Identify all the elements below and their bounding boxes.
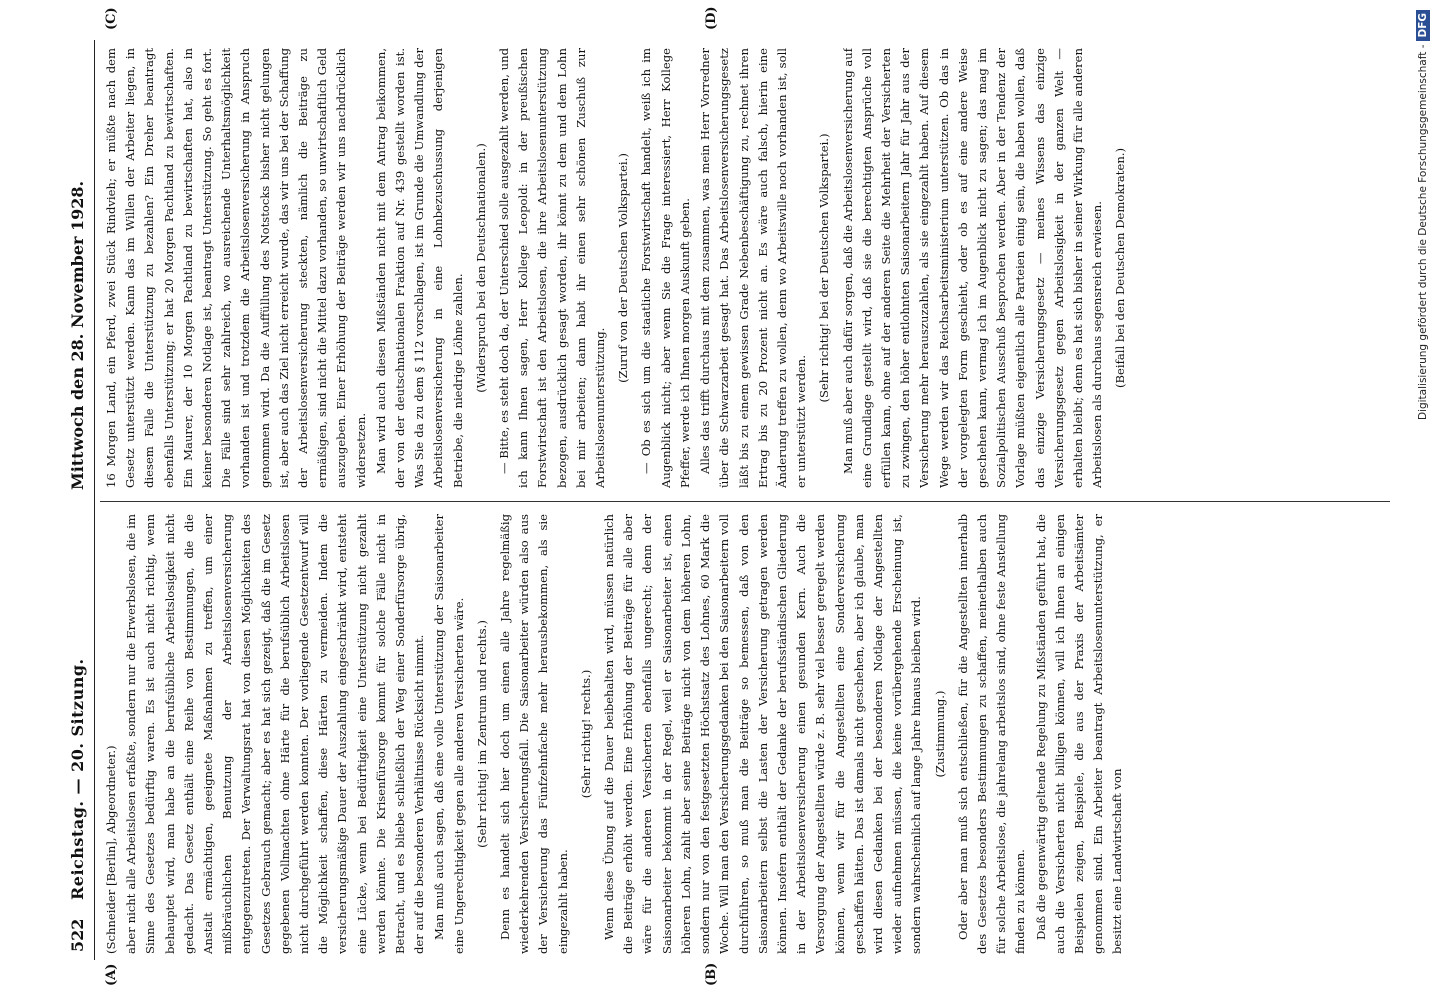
interjection: (Widerspruch bei den Deutschnationalen.) bbox=[473, 143, 488, 393]
paragraph: Alles das trifft durchaus mit dem zusammen, was mein Herr Vorredner über die Schwarzarbeit gesagt hat. Das Arbeitslosenversicherungsgesetz läßt bis zu einem gewissen Grade Nebenbeschäftigung zu, rechnet ihren Ertrag bis zu 20 Prozent nicht an. Es wäre auch falsch, hierin eine Änderung treffen zu wollen, denn wo Arbeitswille noch vorhanden ist, soll er unterstützt werden. bbox=[698, 48, 809, 488]
header-rule bbox=[94, 40, 95, 960]
paragraph: Daß die gegenwärtig geltende Regelung zu Mißständen geführt hat, die auch die Versicherten nicht billigen können, will ich Ihnen an einigen Beispielen zeigen, Beispiele, die aus der Praxis der Arbeitsämter genommen sind. Ein Arbeiter beantragt Arbeitslosenunterstützung, er besitzt eine Landwirtschaft von bbox=[1033, 514, 1125, 954]
paragraph: 16 Morgen Land, ein Pferd, zwei Stück Rindvieh; er müßte nach dem Gesetz unterstützt werden. Kann das im Willen der Arbeiter liegen, in diesem Falle die Unterstützung zu bezahlen? Ein Dreher beantragt ebenfalls Unterstützung; er hat 20 Morgen Pachtland zu bewirtschaften. Ein Maurer, der 10 Morgen Pachtland zu bewirtschaften hat, also in keiner besonderen Notlage ist, beantragt Unterstützung. So geht es fort. Die Fälle sind sehr zahlreich, wo ausreichende Unterhaltsmöglichkeit vorhanden ist und trotzdem die Arbeitslosenversicherung in Anspruch genommen wird. Da die Auffüllung des Notstocks bisher nicht gelungen ist, aber auch das Ziel nicht erreicht wurde, das wir uns bei der Schaffung der Arbeitslosenversicherung steckten, nämlich die Beiträge zu ermäßigen, sind nicht die Mittel dazu vorhanden, so unwirtschaftlich Geld auszugeben. Einer Erhöhung der Beiträge werden wir uns nachdrücklich widersetzen. bbox=[104, 48, 368, 488]
paragraph: — Ob es sich um die staatliche Forstwirtschaft handelt, weiß ich im Augenblick nicht; aber wenn Sie die Frage interessiert, Herr Kollege Pfeffer, werde ich Ihnen morgen Auskunft geben. bbox=[639, 48, 692, 488]
column-divider bbox=[100, 501, 1390, 502]
credit-text: Digitalisierung gefördert durch die Deutsche Forschungsgemeinschaft - bbox=[1417, 44, 1429, 421]
session-title: Reichstag. — 20. Sitzung. bbox=[68, 658, 87, 900]
interjection: (Beifall bei den Deutschen Demokraten.) bbox=[1113, 147, 1128, 389]
page-number: 522 bbox=[68, 918, 87, 952]
paragraph: Man muß aber auch dafür sorgen, daß die Arbeitslosenversicherung auf eine Grundlage gestellt wird, daß sie die berechtigten Ansprüche voll erfüllen kann, ohne auf der anderen Seite die Mehrheit der Versicherten zu zwingen, den höher entlohnten Saisonarbeitern Jahr für Jahr aus der Versicherung mehr herauszuzahlen, als sie eingezahlt haben. Auf diesem Wege werden wir das Reichsarbeitsministerium unterstützen. Ob das in der vorgelegten Form geschieht, oder ob es auf eine andere Weise geschehen kann, vermag ich im Augenblick nicht zu sagen; das mag im Sozialpolitischen Ausschuß besprochen werden. Aber in der Tendenz der Vorlage müßten eigentlich alle Parteien einig sein, die haben wollen, daß das einzige Versicherungsgesetz — meines Wissens das einzige Versicherungsgesetz gegen Arbeitslosigkeit in der ganzen Welt — erhalten bleibt; denn es hat sich bisher in seiner Wirkung für alle anderen Arbeitslosen als durchaus segensreich erwiesen. bbox=[840, 48, 1105, 488]
paragraph: Man muß auch sagen, daß eine volle Unterstützung der Saisonarbeiter eine Ungerechtigkeit gegen alle anderen Versicherten wäre. bbox=[432, 514, 466, 954]
digitization-credit-text bbox=[1414, 10, 1432, 970]
document-page bbox=[64, 6, 1394, 986]
paragraph: Oder aber man muß sich entschließen, für die Angestellten innerhalb des Gesetzes besonders Bestimmungen zu schaffen, meinethalben auch für solche Arbeitslose, die jahrelang arbeitslos sind, ohne feste Anstellung finden zu können. bbox=[955, 514, 1028, 954]
margin-marker-c: (C) bbox=[104, 7, 119, 30]
digitization-credit bbox=[1414, 10, 1432, 970]
interjection: (Sehr richtig! bei der Deutschen Volkspartei.) bbox=[817, 133, 832, 403]
speaker-line: (Schneider [Berlin], Abgeordneter.) bbox=[104, 745, 118, 954]
margin-marker-a: (A) bbox=[104, 963, 119, 986]
page-header bbox=[64, 40, 96, 960]
margin-marker-b: (B) bbox=[704, 962, 719, 986]
paragraph: aber nicht alle Arbeitslosen erfaßte, sondern nur die Erwerbslosen, die im Sinne des Gesetzes bedürftig waren. Es ist auch nicht richtig, wenn behauptet wird, man habe an die berufsübliche Arbeitslosigkeit nicht gedacht. Das Gesetz enthält eine Reihe von Bestimmungen, die die Anstalt ermächtigen, geeignete Maßnahmen zu treffen, um einer mißbräuchlichen Benutzung der Arbeitslosenversicherung entgegenzutreten. Der Verwaltungsrat hat von diesen Möglichkeiten des Gesetzes Gebrauch gemacht; aber es hat sich gezeigt, daß die im Gesetz gegebenen Vollmachten ohne Härte für die berufsüblich Arbeitslosen nicht durchgeführt werden konnten. Der vorliegende Gesetzentwurf will die Möglichkeit schaffen, diese Härten zu vermeiden. Indem die versicherungsmäßige Dauer der Auszahlung eingeschränkt wird, entsteht eine Lücke, wenn bei Bedürftigkeit eine Unterstützung nicht gezahlt werden könnte. Die Krisenfürsorge kommt für solche Fälle nicht in Betracht, und es bliebe schließlich der Weg einer Sonderfürsorge übrig, der auf die besonderen Verhältnisse Rücksicht nimmt. bbox=[124, 514, 427, 954]
left-column bbox=[102, 514, 1387, 954]
interjection: (Zustimmung.) bbox=[932, 690, 947, 778]
right-column bbox=[102, 48, 1387, 488]
interjection: (Sehr richtig! im Zentrum und rechts.) bbox=[474, 620, 489, 848]
paragraph: Denn es handelt sich hier doch um einen alle Jahre regelmäßig wiederkehrenden Versicherungsfall. Die Saisonarbeiter würden also aus der Versicherung das Fünfzehnfache mehr herausbekommen, als sie eingezahlt haben. bbox=[498, 514, 570, 954]
paragraph: Wenn diese Übung auf die Dauer beibehalten wird, müssen natürlich die Beiträge erhöht werden. Eine Erhöhung der Beiträge für alle aber wäre für die anderen Versicherten ebenfalls ungerecht; denn der Saisonarbeiter bekommt in der Regel, weil er Saisonarbeiter ist, einen höheren Lohn, zahlt aber seine Beiträge nicht von dem höheren Lohn, sondern nur von den festgesetzten Höchstsatz des Lohnes, 60 Mark die Woche. Will man den Versicherungsgedanken bei den Saisonarbeitern voll durchführen, so muß man die Beiträge so bemessen, daß von den Saisonarbeitern selbst die Lasten der Versicherung getragen werden können. Insofern enthält der Gedanke der berufsständischen Gliederung in der Arbeitslosenversicherung einen gesunden Kern. Auch die Versorgung der Angestellten würde z. B. sehr viel besser geregelt werden können, wenn wir für die Angestellten eine Sonderversicherung geschaffen hätten. Das ist damals nicht geschehen, aber ich glaube, man wird diesen Gedanken bei der besonderen Notlage der Angestellten wieder aufnehmen müssen, die keine vorübergehende Erscheinung ist, sondern wahrscheinlich auf lange Jahre hinaus bleiben wird. bbox=[602, 514, 924, 954]
session-date: Mittwoch den 28. November 1928. bbox=[68, 180, 87, 490]
interjection: (Zuruf von der Deutschen Volkspartei.) bbox=[616, 153, 631, 383]
paragraph: — Bitte, es steht doch da, der Unterschied solle ausgezahlt werden, und ich kann Ihnen sagen, Herr Kollege Leopold: in der preußischen Forstwirtschaft ist den Arbeitslosen, die ihre Arbeitslosenunterstützung bezogen, ausdrücklich gesagt worden, ihr könnt zu dem und dem Lohn bei mir arbeiten; dann habt ihr einen sehr schönen Zuschuß zur Arbeitslosenunterstützung. bbox=[497, 48, 608, 488]
margin-marker-d: (D) bbox=[704, 6, 719, 30]
dfg-logo: DFG bbox=[1416, 10, 1430, 41]
interjection: (Sehr richtig! rechts.) bbox=[578, 669, 593, 799]
paragraph: Man wird auch diesen Mißständen nicht mit dem Antrag beikommen, der von der deutschnationalen Fraktion auf Nr. 439 gestellt worden ist. Was Sie da zu dem § 112 vorschlagen, ist im Grunde die Umwandlung der Arbeitslosenversicherung in eine Lohnbezuschussung derjenigen Betriebe, die niedrige Löhne zahlen. bbox=[373, 48, 465, 488]
